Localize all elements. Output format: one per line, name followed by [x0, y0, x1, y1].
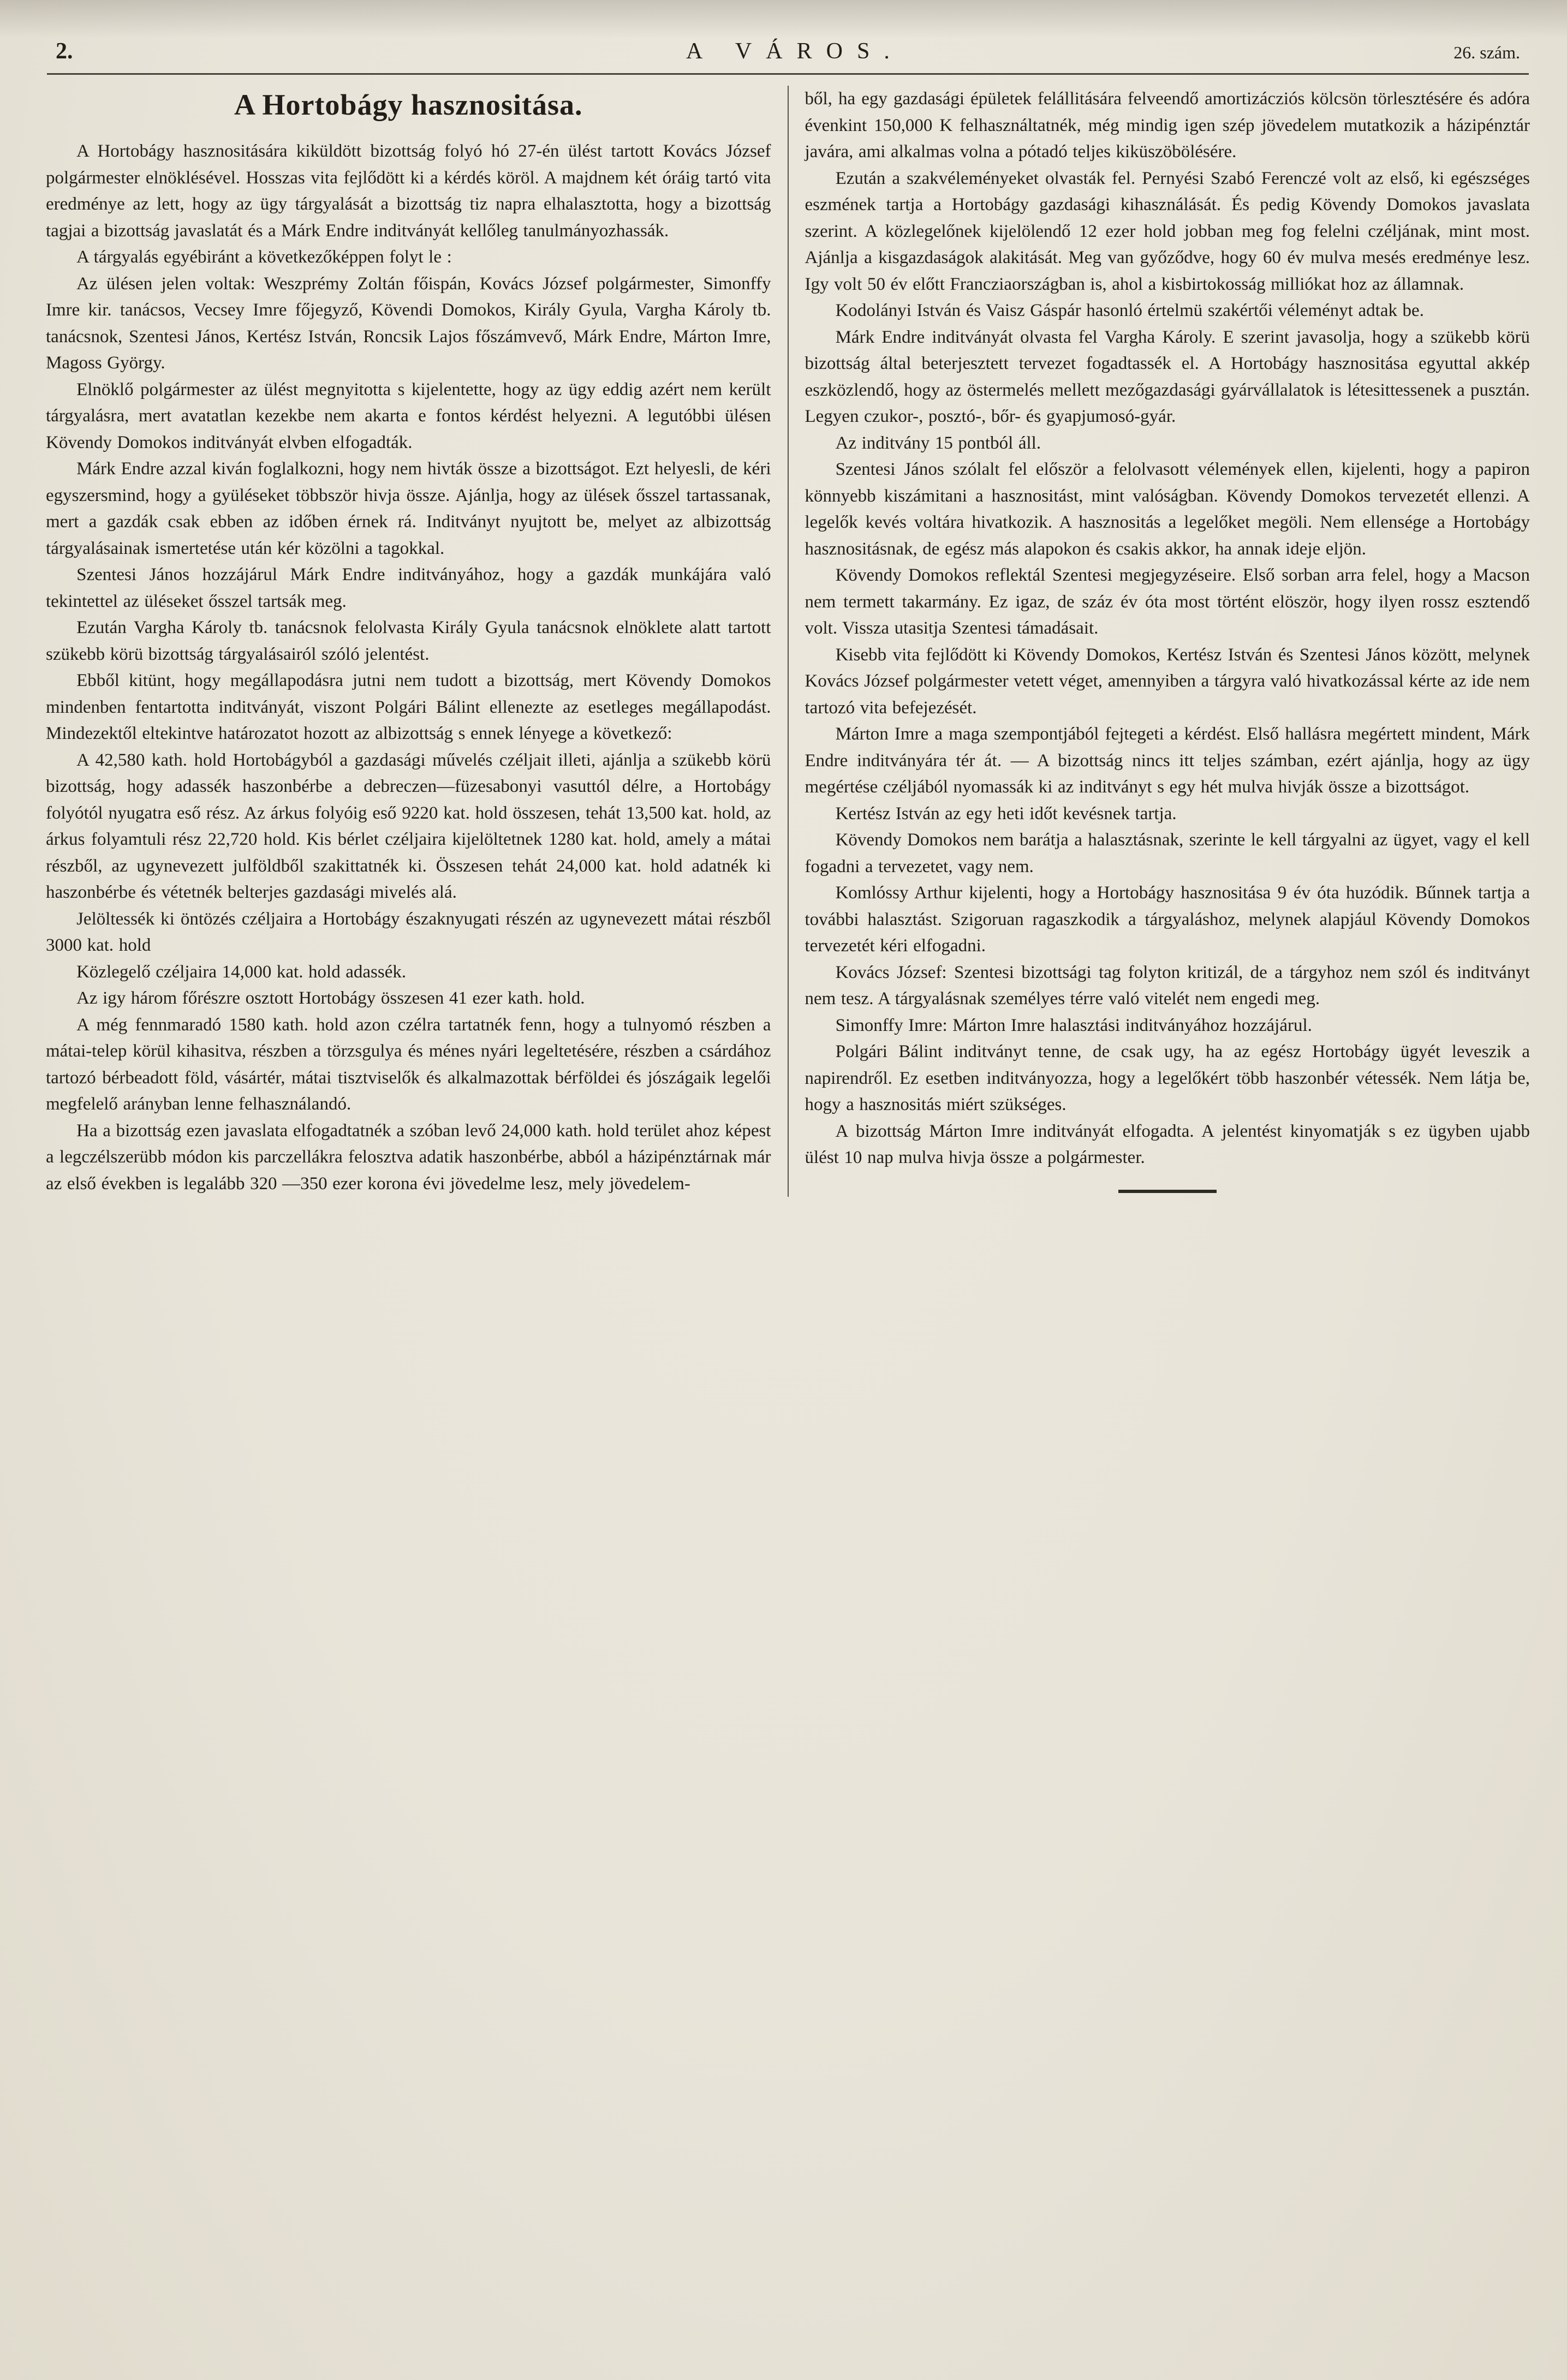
paragraph: Kövendy Domokos nem barátja a halasztásnak, szerinte le kell tárgyalni az ügyet, vagy el kell fogadni a tervezetet, vagy nem. [805, 830, 1530, 876]
paragraph: Polgári Bálint inditványt tenne, de csak ugy, ha az egész Hortobágy ügyét leveszik a napirendről. Ez esetben inditványozza, hogy a legelőkért több haszonbér vétessék. Nem látja be, hogy a hasznositás miért szükséges. [805, 1042, 1530, 1114]
paragraph: Jelöltessék ki öntözés czéljaira a Hortobágy északnyugati részén az ugynevezett mátai részből 3000 kat. hold [46, 909, 771, 955]
newspaper-title: A VÁROS. [686, 39, 904, 64]
right-column [805, 86, 1530, 1197]
paragraph: Ezután a szakvéleményeket olvasták fel. Pernyési Szabó Ferenczé volt az első, ki egészséges eszmének tartja a Hortobágy gazdasági kihasználását. És pedig Kövendy Domokos javaslata szerint. A közlegelőnek kijelölendő 12 ezer hold jobban meg fog felelni czéljának, mint most. Ajánlja a kisgazdaságok alakitását. Meg van győződve, hogy 60 év mulva mesés eredménye lesz. Igy volt 50 év előtt Francziaországban is, ahol a kisbirtokosság milliókat hoz az államnak. [805, 168, 1530, 294]
header-rule [47, 73, 1529, 75]
paragraph: A bizottság Márton Imre inditványát elfogadta. A jelentést kinyomatják s ez ügyben ujabb ülést 10 nap mulva hivja össze a polgármester. [805, 1121, 1530, 1167]
paragraph: Szentesi János hozzájárul Márk Endre inditványához, hogy a gazdák munkájára való tekintettel az üléseket ősszel tartsák meg. [46, 565, 771, 611]
article-title: A Hortobágy hasznositása. [234, 88, 583, 121]
paragraph: ből, ha egy gazdasági épületek felállitására felveendő amortizácziós kölcsön törlesztésére és adóra évenkint 150,000 K felhasználtatnék, még mindig igen szép jövedelem mutatkozik a házipénztár javára, ami alkalmas volna a pótadó teljes kiküszöbölésére. [805, 89, 1530, 162]
paragraph: Ezután Vargha Károly tb. tanácsnok felolvasta Király Gyula tanácsnok elnöklete alatt tartott szükebb körü bizottság tárgyalásairól szóló jelentést. [46, 618, 771, 664]
paragraph: Kovács József: Szentesi bizottsági tag folyton kritizál, de a tárgyhoz nem szól és inditványt nem tesz. A tárgyalásnak személyes térre való vitelét nem engedi meg. [805, 962, 1530, 1009]
article-end-rule [1118, 1190, 1217, 1193]
paragraph: Kisebb vita fejlődött ki Kövendy Domokos, Kertész István és Szentesi János között, melynek Kovács József polgármester vetett véget, amennyiben a tárgyra való hivatkozással kérte az ide nem tartozó vita befejezését. [805, 645, 1530, 718]
paragraph: Kodolányi István és Vaisz Gáspár hasonló értelmü szakértői véleményt adtak be. [835, 301, 1424, 320]
page-number: 2. [56, 39, 73, 64]
article-columns [46, 86, 1530, 1197]
right-column-body [805, 86, 1530, 1171]
paragraph: Közlegelő czéljaira 14,000 kat. hold adassék. [76, 962, 407, 982]
paragraph: A Hortobágy hasznositására kiküldött bizottság folyó hó 27-én ülést tartott Kovács József polgármester elnöklésével. Hosszas vita fejlődött ki a kérdés köröl. A majdnem két óráig tartó vita eredménye az lett, hogy az ügy tárgyalását a bizottság tiz napra elhalasztotta, hogy a bizottság tagjai a bizottság javaslatát és a Márk Endre inditványát kellőleg tanulmányozhassák. [46, 141, 771, 241]
paragraph: Elnöklő polgármester az ülést megnyitotta s kijelentette, hogy az ügy eddig azért nem került tárgyalásra, mert avatatlan kezekbe nem akarta e fontos kérdést helyezni. A legutóbbi ülésen Kövendy Domokos inditványát elvben elfogadták. [46, 379, 771, 452]
issue-number: 26. szám. [1453, 43, 1520, 62]
paragraph: Az inditvány 15 pontból áll. [835, 433, 1041, 453]
paragraph: A tárgyalás egyébiránt a következőképpen folyt le : [76, 247, 452, 267]
left-column-body [46, 138, 771, 1197]
paragraph: A még fennmaradó 1580 kath. hold azon czélra tartatnék fenn, hogy a tulnyomó részben a mátai-telep körül kihasitva, részben a törzsgulya és ménes nyári legeltetésére, részben a csárdához tartozó bérbeadott föld, vásártér, mátai tisztviselők és alkalmazottak bérföldei és jószágaik legelői megfelelő arányban lenne felhasználandó. [46, 1015, 771, 1114]
paragraph: Simonffy Imre: Márton Imre halasztási inditványához hozzájárul. [835, 1015, 1312, 1035]
paragraph: Az igy három főrészre osztott Hortobágy összesen 41 ezer kath. hold. [76, 988, 585, 1008]
paragraph: Az ülésen jelen voltak: Weszprémy Zoltán főispán, Kovács József polgármester, Simonffy Imre kir. tanácsos, Vecsey Imre főjegyző, Kövendi Domokos, Király Gyula, Vargha Károly tb. tanácsnok, Szentesi János, Kertész István, Roncsik Lajos főszámvevő, Márk Endre, Márton Imre, Magoss György. [46, 273, 771, 373]
paragraph: Szentesi János szólalt fel először a felolvasott vélemények ellen, kijelenti, hogy a papiron könnyebb kiszámitani a hasznositást, mint valóságban. Kövendy Domokos tervezetét ellenzi. A legelők kevés voltára hivatkozik. A hasznositás a legelőket megöli. Nem ellensége a Hortobágy hasznositásnak, de egész más alapokon és csakis akkor, ha annak ideje eljön. [805, 460, 1530, 559]
paragraph: Márk Endre azzal kiván foglalkozni, hogy nem hivták össze a bizottságot. Ezt helyesli, de kéri egyszersmind, hogy a gyüléseket többször hivja össze. Ajánlja, hogy az ülések ősszel tartassanak, mert a gazdák csak ebben az időben érnek rá. Inditványt nyujtott be, melyet az albizottság tárgyalásainak ismertetése után kér közölni a tagokkal. [46, 459, 771, 558]
paragraph: Márton Imre a maga szempontjából fejtegeti a kérdést. Első hallásra megértett mindent, Márk Endre inditványára tér át. — A bizottság nincs itt teljes számban, ezért ajánlja, hogy az ügy megértése czéljából nyomassák ki az inditványt s egy hét mulva hivják össze a bizottságot. [805, 724, 1530, 797]
page-header [46, 26, 1530, 73]
paragraph: Ebből kitünt, hogy megállapodásra jutni nem tudott a bizottság, mert Kövendy Domokos mindenben fentartotta inditványát, viszont Polgári Bálint ellenezte az esetleges megállapodást. Mindezektől eltekintve határozatot hozott az albizottság s ennek lényege a következő: [46, 671, 771, 743]
paragraph: Márk Endre inditványát olvasta fel Vargha Károly. E szerint javasolja, hogy a szükebb körü bizottság által beterjesztett tervezet fogadtassék el. A Hortobágy hasznositása egyuttal akkép eszközlendő, hogy az östermelés mellett mezőgazdasági gyárvállalatok is létesittessenek a pusztán. Legyen czukor-, posztó-, bőr- és gyapjumosó-gyár. [805, 327, 1530, 426]
paragraph: Komlóssy Arthur kijelenti, hogy a Hortobágy hasznositása 9 év óta huzódik. Bűnnek tartja a további halasztást. Szigoruan ragaszkodik a tárgyaláshoz, melynek alapjául Kövendy Domokos tervezetét kéri elfogadni. [805, 883, 1530, 956]
paragraph: A 42,580 kath. hold Hortobágyból a gazdasági művelés czéljait illeti, ajánlja a szükebb körü bizottság, hogy adassék haszonbérbe a debreczen—füzesabonyi vasuttól délre, a Hortobágy folyótól nyugatra eső rész. Az árkus folyóig eső 9220 kat. hold összesen, tehát 13,500 kat. hold, az árkus folyamtuli rész 22,720 hold. Kis bérlet czéljaira kijelöltetnek 1280 kat. hold, amely a mátai részből, az ugynevezett julföldből szakittatnék ki. Összesen tehát 24,000 kat. hold adatnék ki haszonbérbe és vétetnék belterjes gazdasági mivelés alá. [46, 750, 771, 902]
column-divider [788, 86, 789, 1197]
left-column [46, 86, 771, 1197]
paragraph: Kövendy Domokos reflektál Szentesi megjegyzéseire. Első sorban arra felel, hogy a Macson nem termett takarmány. Ez igaz, de száz év óta most történt elöször, hogy ilyen rossz esztendő volt. Vissza utasitja Szentesi támadásait. [805, 565, 1530, 638]
paragraph: Kertész István az egy heti időt kevésnek tartja. [835, 803, 1177, 824]
paragraph: Ha a bizottság ezen javaslata elfogadtatnék a szóban levő 24,000 kath. hold terület ahoz képest a legczélszerübb módon kis parczellákra felosztva adatik haszonbérbe, abból a házipénztárnak már az első években is legalább 320 —350 ezer korona évi jövedelme lesz, mely jövedelem- [46, 1120, 771, 1194]
